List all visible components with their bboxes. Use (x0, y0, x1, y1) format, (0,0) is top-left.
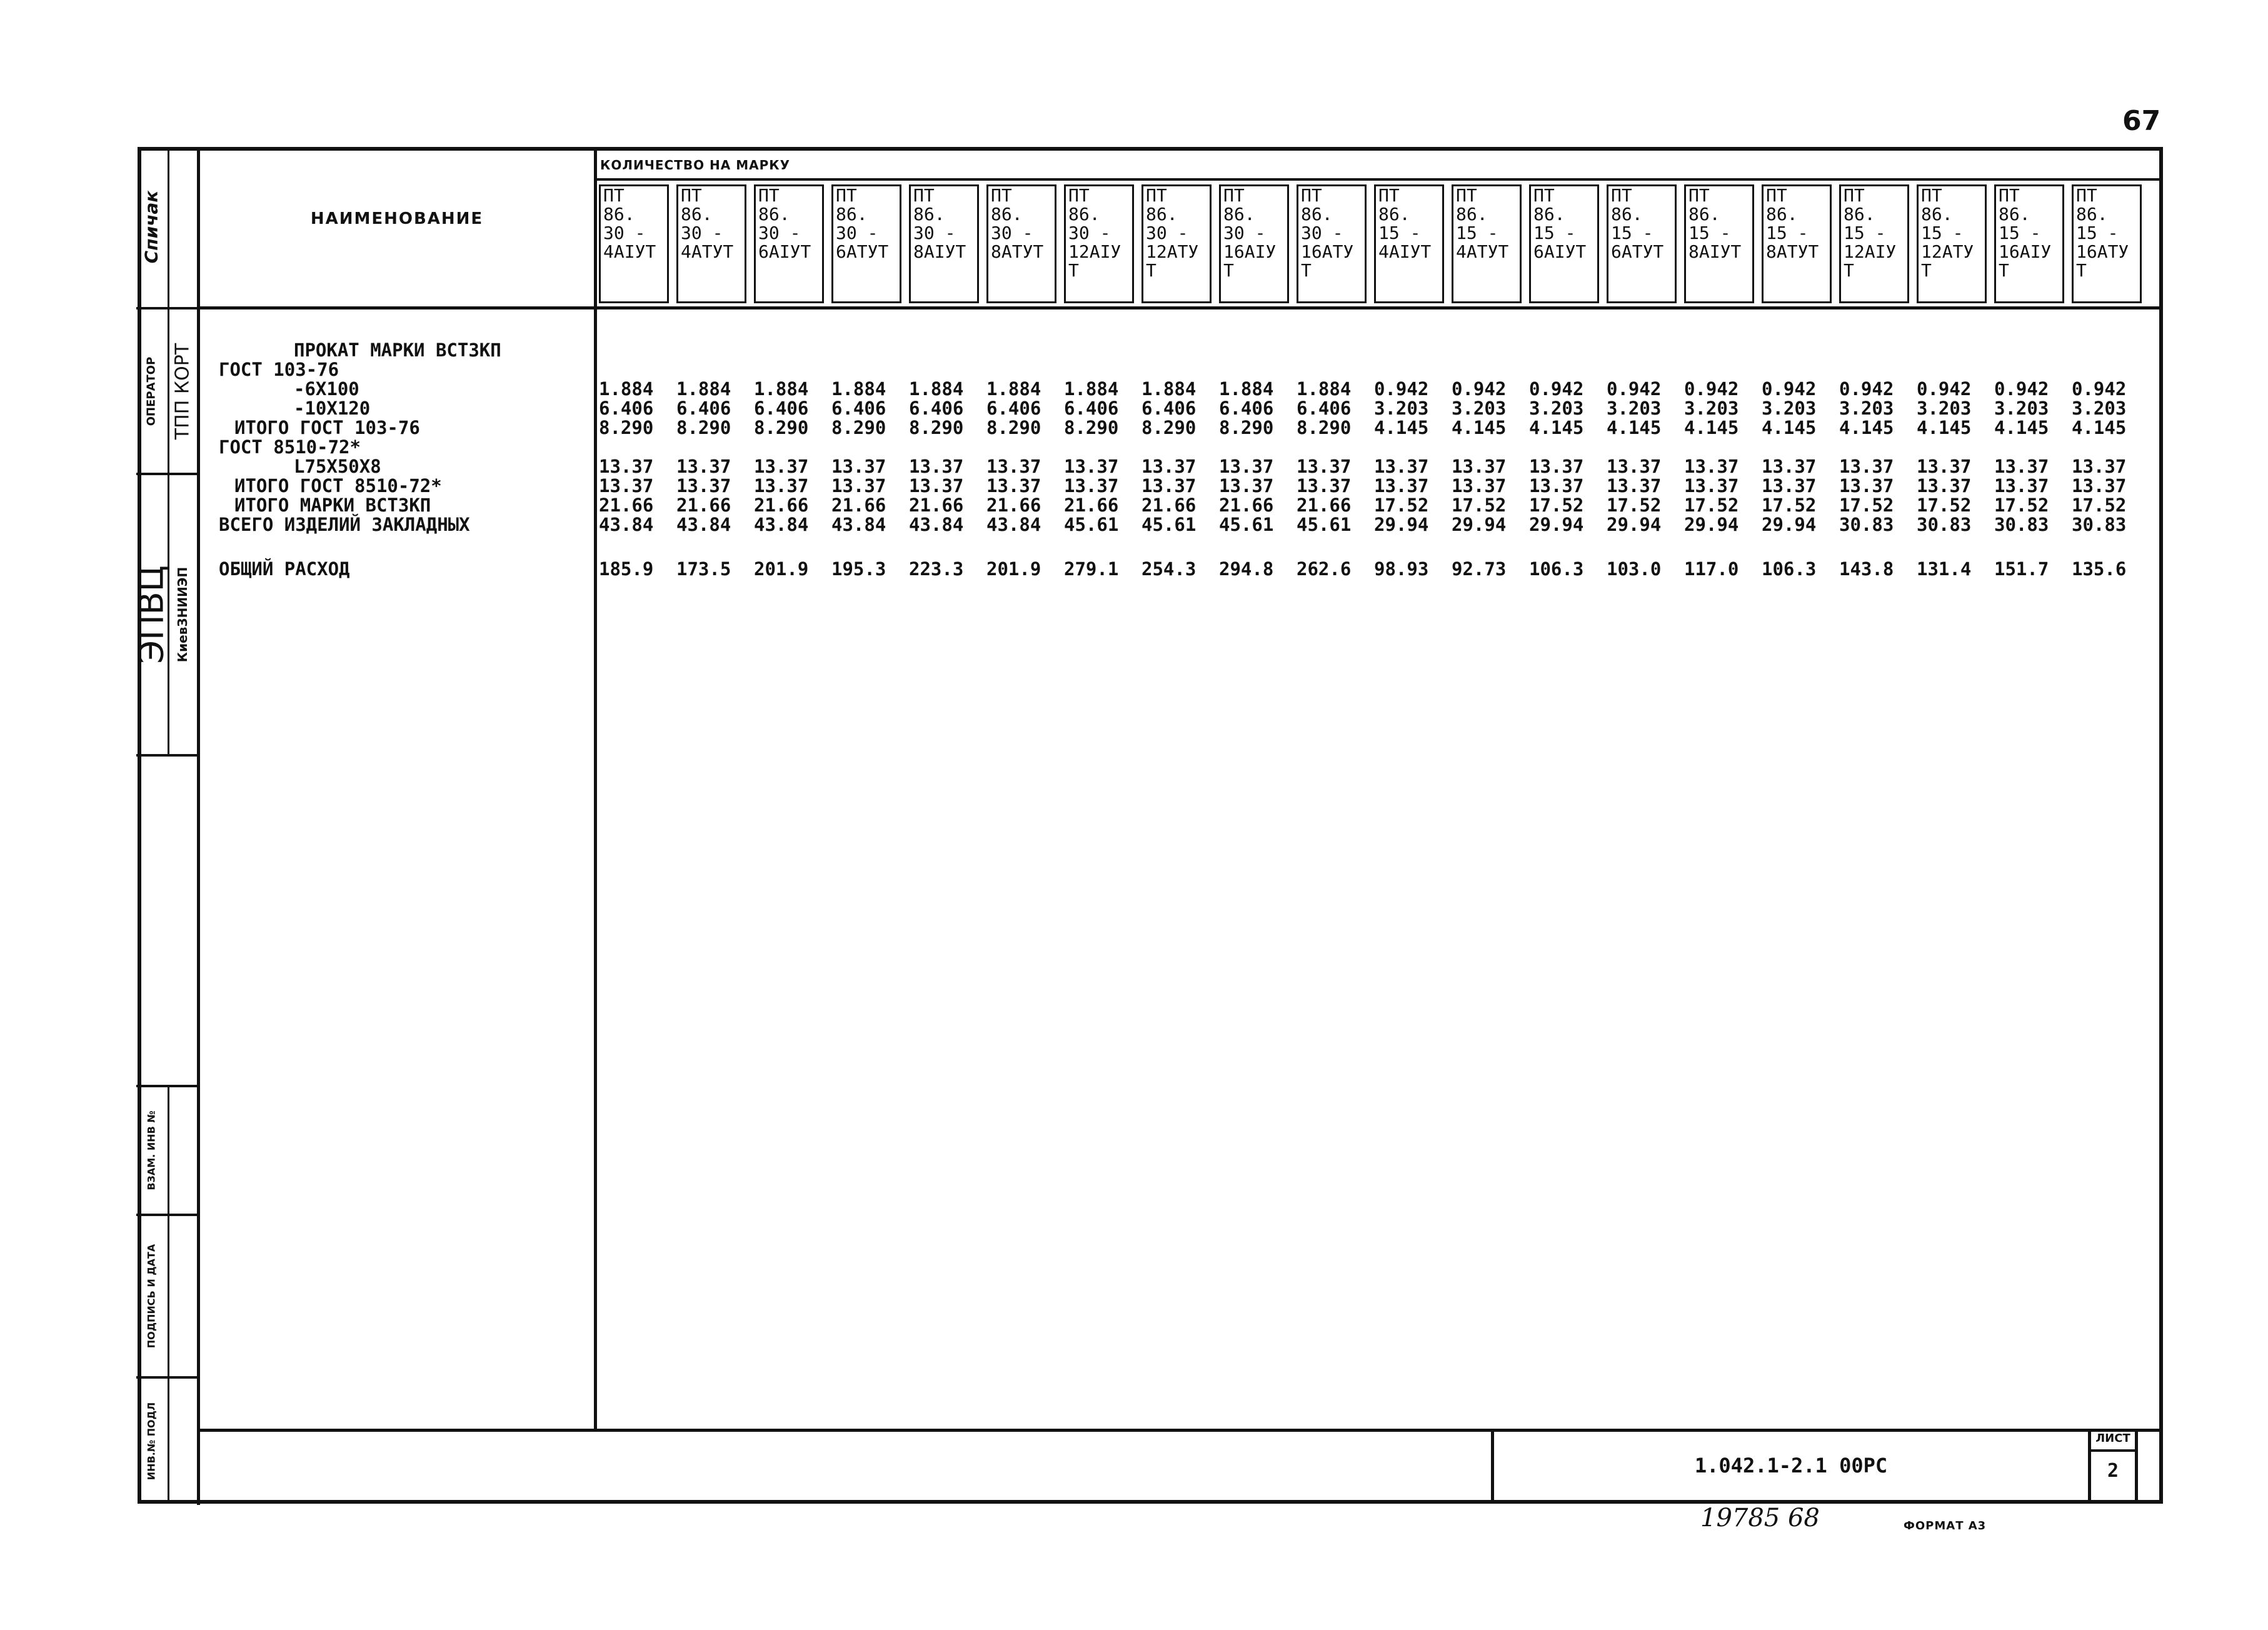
value-cell: 185.9 (599, 558, 654, 580)
value-cell: 13.37 (2072, 456, 2127, 477)
value-cell: 17.52 (2072, 495, 2127, 516)
row-name: ИТОГО МАРКИ ВСТ3КП (234, 495, 431, 516)
row-name: ОБЩИЙ РАСХОД (219, 558, 350, 580)
quantity-header-divider (597, 178, 2163, 181)
value-cell: 13.37 (1839, 456, 1894, 477)
row-name: ИТОГО ГОСТ 8510-72* (234, 475, 442, 496)
value-cell: 13.37 (754, 475, 809, 496)
value-cell: 0.942 (1607, 378, 1662, 400)
value-cell: 6.406 (831, 398, 886, 419)
value-cell: 13.37 (986, 475, 1041, 496)
value-cell: 17.52 (1452, 495, 1507, 516)
mark-header-cell: ПТ 86. 15 - 4АIУТ (1374, 184, 1444, 303)
value-cell: 6.406 (676, 398, 731, 419)
value-cell: 30.83 (1917, 514, 1972, 535)
value-cell: 6.406 (1064, 398, 1119, 419)
signature-text: Спичак (141, 190, 161, 264)
value-cell: 1.884 (1297, 378, 1352, 400)
value-cell: 21.66 (1064, 495, 1119, 516)
value-cell: 4.145 (1452, 417, 1507, 438)
value-cell: 45.61 (1219, 514, 1274, 535)
value-cell: 29.94 (1529, 514, 1584, 535)
value-cell: 151.7 (1994, 558, 2049, 580)
mark-header-cell: ПТ 86. 15 - 8АТУТ (1762, 184, 1832, 303)
value-cell: 3.203 (1529, 398, 1584, 419)
value-cell: 8.290 (1297, 417, 1352, 438)
value-cell: 223.3 (909, 558, 964, 580)
value-cell: 1.884 (986, 378, 1041, 400)
mark-header-cell: ПТ 86. 30 - 16АТУ Т (1297, 184, 1367, 303)
value-cell: 0.942 (1994, 378, 2049, 400)
value-cell: 21.66 (754, 495, 809, 516)
value-cell: 13.37 (831, 456, 886, 477)
vzam-cell (136, 1085, 197, 1216)
value-cell: 13.37 (1297, 456, 1352, 477)
value-cell: 106.3 (1762, 558, 1817, 580)
value-cell: 3.203 (1374, 398, 1429, 419)
value-cell: 45.61 (1064, 514, 1119, 535)
mark-header-cell: ПТ 86. 15 - 12АТУ Т (1917, 184, 1987, 303)
value-cell: 13.37 (1762, 475, 1817, 496)
value-cell: 13.37 (1994, 456, 2049, 477)
row-name: -10Х120 (294, 398, 371, 419)
value-cell: 1.884 (1064, 378, 1119, 400)
value-cell: 13.37 (1297, 475, 1352, 496)
operator-name: ТПП КОРТ (171, 343, 193, 440)
value-cell: 13.37 (1762, 456, 1817, 477)
value-cell: 45.61 (1297, 514, 1352, 535)
value-cell: 43.84 (676, 514, 731, 535)
mark-header-cell: ПТ 86. 15 - 12АIУ Т (1839, 184, 1909, 303)
value-cell: 29.94 (1374, 514, 1429, 535)
mark-header-cell: ПТ 86. 15 - 8АIУТ (1684, 184, 1754, 303)
mark-header-cell: ПТ 86. 15 - 4АТУТ (1452, 184, 1522, 303)
value-cell: 8.290 (909, 417, 964, 438)
value-cell: 1.884 (1219, 378, 1274, 400)
value-cell: 3.203 (1607, 398, 1662, 419)
section-title: ПРОКАТ МАРКИ ВСТ3КП (294, 340, 501, 361)
value-cell: 17.52 (1607, 495, 1662, 516)
value-cell: 13.37 (1452, 456, 1507, 477)
inv-cell (136, 1379, 197, 1504)
format-label: ФОРМАТ А3 (1904, 1519, 1987, 1532)
value-cell: 0.942 (1762, 378, 1817, 400)
value-cell: 8.290 (1142, 417, 1197, 438)
value-cell: 17.52 (1374, 495, 1429, 516)
mark-header-cell: ПТ 86. 15 - 16АТУ Т (2072, 184, 2142, 303)
value-cell: 117.0 (1684, 558, 1739, 580)
value-cell: 3.203 (1762, 398, 1817, 419)
value-cell: 1.884 (909, 378, 964, 400)
quantity-header: КОЛИЧЕСТВО НА МАРКУ (600, 158, 791, 173)
value-cell: 3.203 (1917, 398, 1972, 419)
value-cell: 4.145 (1684, 417, 1739, 438)
value-cell: 13.37 (1219, 475, 1274, 496)
value-cell: 6.406 (1219, 398, 1274, 419)
value-cell: 4.145 (1374, 417, 1429, 438)
value-row (599, 560, 2149, 579)
value-cell: 30.83 (1839, 514, 1894, 535)
value-cell: 13.37 (676, 456, 731, 477)
value-cell: 13.37 (599, 456, 654, 477)
value-cell: 103.0 (1607, 558, 1662, 580)
footer-divider (200, 1429, 2163, 1432)
mark-header-cell: ПТ 86. 30 - 4АТУТ (676, 184, 746, 303)
value-cell: 17.52 (1529, 495, 1584, 516)
value-cell: 13.37 (1684, 475, 1739, 496)
value-cell: 4.145 (1839, 417, 1894, 438)
value-cell: 21.66 (1142, 495, 1197, 516)
value-row (599, 418, 2149, 438)
value-cell: 29.94 (1762, 514, 1817, 535)
value-cell: 3.203 (1839, 398, 1894, 419)
value-cell: 1.884 (1142, 378, 1197, 400)
mark-header-cell: ПТ 86. 30 - 8АТУТ (986, 184, 1056, 303)
value-cell: 143.8 (1839, 558, 1894, 580)
value-cell: 13.37 (909, 475, 964, 496)
value-cell: 13.37 (1684, 456, 1739, 477)
handwritten-note: 19785 68 (1700, 1504, 1820, 1532)
value-cell: 0.942 (1529, 378, 1584, 400)
value-row (599, 457, 2149, 476)
value-cell: 254.3 (1142, 558, 1197, 580)
value-cell: 29.94 (1684, 514, 1739, 535)
value-cell: 13.37 (1529, 456, 1584, 477)
value-cell: 195.3 (831, 558, 886, 580)
mark-header-cell: ПТ 86. 30 - 12АIУ Т (1064, 184, 1134, 303)
value-cell: 0.942 (1684, 378, 1739, 400)
value-cell: 13.37 (909, 456, 964, 477)
value-cell: 8.290 (831, 417, 886, 438)
value-cell: 4.145 (1762, 417, 1817, 438)
value-cell: 13.37 (1529, 475, 1584, 496)
value-cell: 131.4 (1917, 558, 1972, 580)
value-cell: 4.145 (1917, 417, 1972, 438)
value-cell: 0.942 (1839, 378, 1894, 400)
value-cell: 8.290 (676, 417, 731, 438)
value-cell: 1.884 (831, 378, 886, 400)
value-cell: 6.406 (909, 398, 964, 419)
value-cell: 4.145 (1529, 417, 1584, 438)
value-cell: 106.3 (1529, 558, 1584, 580)
value-cell: 21.66 (986, 495, 1041, 516)
value-cell: 13.37 (1917, 456, 1972, 477)
value-cell: 201.9 (754, 558, 809, 580)
value-cell: 13.37 (831, 475, 886, 496)
mark-header-cell: ПТ 86. 30 - 8АIУТ (909, 184, 979, 303)
value-cell: 262.6 (1297, 558, 1352, 580)
value-cell: 6.406 (986, 398, 1041, 419)
value-cell: 1.884 (676, 378, 731, 400)
value-cell: 29.94 (1452, 514, 1507, 535)
value-cell: 13.37 (1374, 475, 1429, 496)
value-cell: 6.406 (599, 398, 654, 419)
document-code: 1.042.1-2.1 00РС (1694, 1454, 1888, 1477)
value-cell: 3.203 (1452, 398, 1507, 419)
value-cell: 92.73 (1452, 558, 1507, 580)
mark-header-cell: ПТ 86. 30 - 4АIУТ (599, 184, 669, 303)
operator-label: ОПЕРАТОР (144, 356, 158, 426)
value-cell: 1.884 (754, 378, 809, 400)
mark-header-cell: ПТ 86. 15 - 16АIУ Т (1994, 184, 2064, 303)
value-cell: 8.290 (599, 417, 654, 438)
sheet-number: 2 (2107, 1460, 2119, 1482)
value-cell: 3.203 (1684, 398, 1739, 419)
value-cell: 43.84 (754, 514, 809, 535)
value-cell: 8.290 (754, 417, 809, 438)
value-row (599, 515, 2149, 535)
value-cell: 294.8 (1219, 558, 1274, 580)
value-cell: 43.84 (599, 514, 654, 535)
sheet-box-divider (2088, 1449, 2138, 1452)
value-cell: 13.37 (1142, 456, 1197, 477)
podpis-label: ПОДПИСЬ И ДАТА (145, 1244, 157, 1349)
value-cell: 6.406 (1297, 398, 1352, 419)
mark-header-cell: ПТ 86. 30 - 6АIУТ (754, 184, 824, 303)
value-row (599, 380, 2149, 399)
org-main: ЭПВЦ (131, 565, 171, 664)
operator-cell (136, 309, 197, 475)
value-cell: 13.37 (986, 456, 1041, 477)
value-cell: 13.37 (1452, 475, 1507, 496)
org-sub: КиевЗНИИЭП (174, 566, 190, 663)
row-name: L75Х50Х8 (294, 456, 381, 477)
value-cell: 17.52 (1839, 495, 1894, 516)
page-number: 67 (2122, 105, 2161, 137)
value-cell: 0.942 (1374, 378, 1429, 400)
value-cell: 13.37 (1607, 456, 1662, 477)
value-cell: 21.66 (676, 495, 731, 516)
vzam-label: ВЗАМ. ИНВ № (145, 1110, 157, 1190)
sheet-label: ЛИСТ (2095, 1432, 2130, 1445)
podpis-cell (136, 1216, 197, 1379)
value-cell: 21.66 (831, 495, 886, 516)
mark-header-cell: ПТ 86. 30 - 16АIУ Т (1219, 184, 1289, 303)
value-cell: 13.37 (1374, 456, 1429, 477)
value-cell: 13.37 (1064, 475, 1119, 496)
value-cell: 30.83 (2072, 514, 2127, 535)
value-cell: 21.66 (1297, 495, 1352, 516)
value-cell: 21.66 (599, 495, 654, 516)
value-cell: 13.37 (676, 475, 731, 496)
value-cell: 17.52 (1917, 495, 1972, 516)
value-cell: 17.52 (1684, 495, 1739, 516)
mark-header-cell: ПТ 86. 30 - 12АТУ Т (1142, 184, 1212, 303)
value-cell: 13.37 (1219, 456, 1274, 477)
value-cell: 3.203 (2072, 398, 2127, 419)
value-cell: 98.93 (1374, 558, 1429, 580)
value-cell: 4.145 (1607, 417, 1662, 438)
row-name: -6Х100 (294, 378, 359, 400)
value-cell: 6.406 (754, 398, 809, 419)
mark-header-cell: ПТ 86. 15 - 6АIУТ (1529, 184, 1599, 303)
value-cell: 29.94 (1607, 514, 1662, 535)
name-column-header: НАИМЕНОВАНИЕ (310, 209, 484, 228)
value-cell: 173.5 (676, 558, 731, 580)
value-cell: 13.37 (1994, 475, 2049, 496)
value-cell: 13.37 (2072, 475, 2127, 496)
value-cell: 4.145 (2072, 417, 2127, 438)
value-cell: 21.66 (1219, 495, 1274, 516)
value-row (599, 496, 2149, 515)
value-cell: 8.290 (1219, 417, 1274, 438)
value-cell: 0.942 (1917, 378, 1972, 400)
value-cell: 3.203 (1994, 398, 2049, 419)
gost-8510-label: ГОСТ 8510-72* (219, 436, 361, 458)
value-cell: 135.6 (2072, 558, 2127, 580)
value-cell: 13.37 (1839, 475, 1894, 496)
value-cell: 0.942 (2072, 378, 2127, 400)
left-stamp-strip (131, 147, 200, 1505)
row-name: ИТОГО ГОСТ 103-76 (234, 417, 420, 438)
value-row (599, 476, 2149, 496)
value-cell: 8.290 (1064, 417, 1119, 438)
value-cell: 13.37 (1064, 456, 1119, 477)
value-cell: 17.52 (1994, 495, 2049, 516)
value-cell: 201.9 (986, 558, 1041, 580)
value-cell: 13.37 (1607, 475, 1662, 496)
name-column-divider (594, 147, 597, 1429)
value-cell: 30.83 (1994, 514, 2049, 535)
value-cell: 13.37 (1917, 475, 1972, 496)
value-cell: 43.84 (986, 514, 1041, 535)
value-cell: 13.37 (754, 456, 809, 477)
row-name: ВСЕГО ИЗДЕЛИЙ ЗАКЛАДНЫХ (219, 514, 470, 535)
gost-103-label: ГОСТ 103-76 (219, 359, 339, 380)
value-cell: 43.84 (909, 514, 964, 535)
value-cell: 45.61 (1142, 514, 1197, 535)
value-cell: 6.406 (1142, 398, 1197, 419)
value-cell: 279.1 (1064, 558, 1119, 580)
mark-header-cell: ПТ 86. 30 - 6АТУТ (831, 184, 901, 303)
mark-header-cell: ПТ 86. 15 - 6АТУТ (1607, 184, 1677, 303)
value-cell: 8.290 (986, 417, 1041, 438)
value-cell: 13.37 (1142, 475, 1197, 496)
signature-cell (136, 147, 197, 309)
value-cell: 0.942 (1452, 378, 1507, 400)
value-row (599, 399, 2149, 418)
value-cell: 13.37 (599, 475, 654, 496)
organization-cell (131, 475, 197, 757)
value-cell: 1.884 (599, 378, 654, 400)
value-cell: 43.84 (831, 514, 886, 535)
inv-label: ИНВ.№ ПОДЛ (145, 1402, 157, 1481)
value-cell: 21.66 (909, 495, 964, 516)
value-cell: 17.52 (1762, 495, 1817, 516)
value-cell: 4.145 (1994, 417, 2049, 438)
